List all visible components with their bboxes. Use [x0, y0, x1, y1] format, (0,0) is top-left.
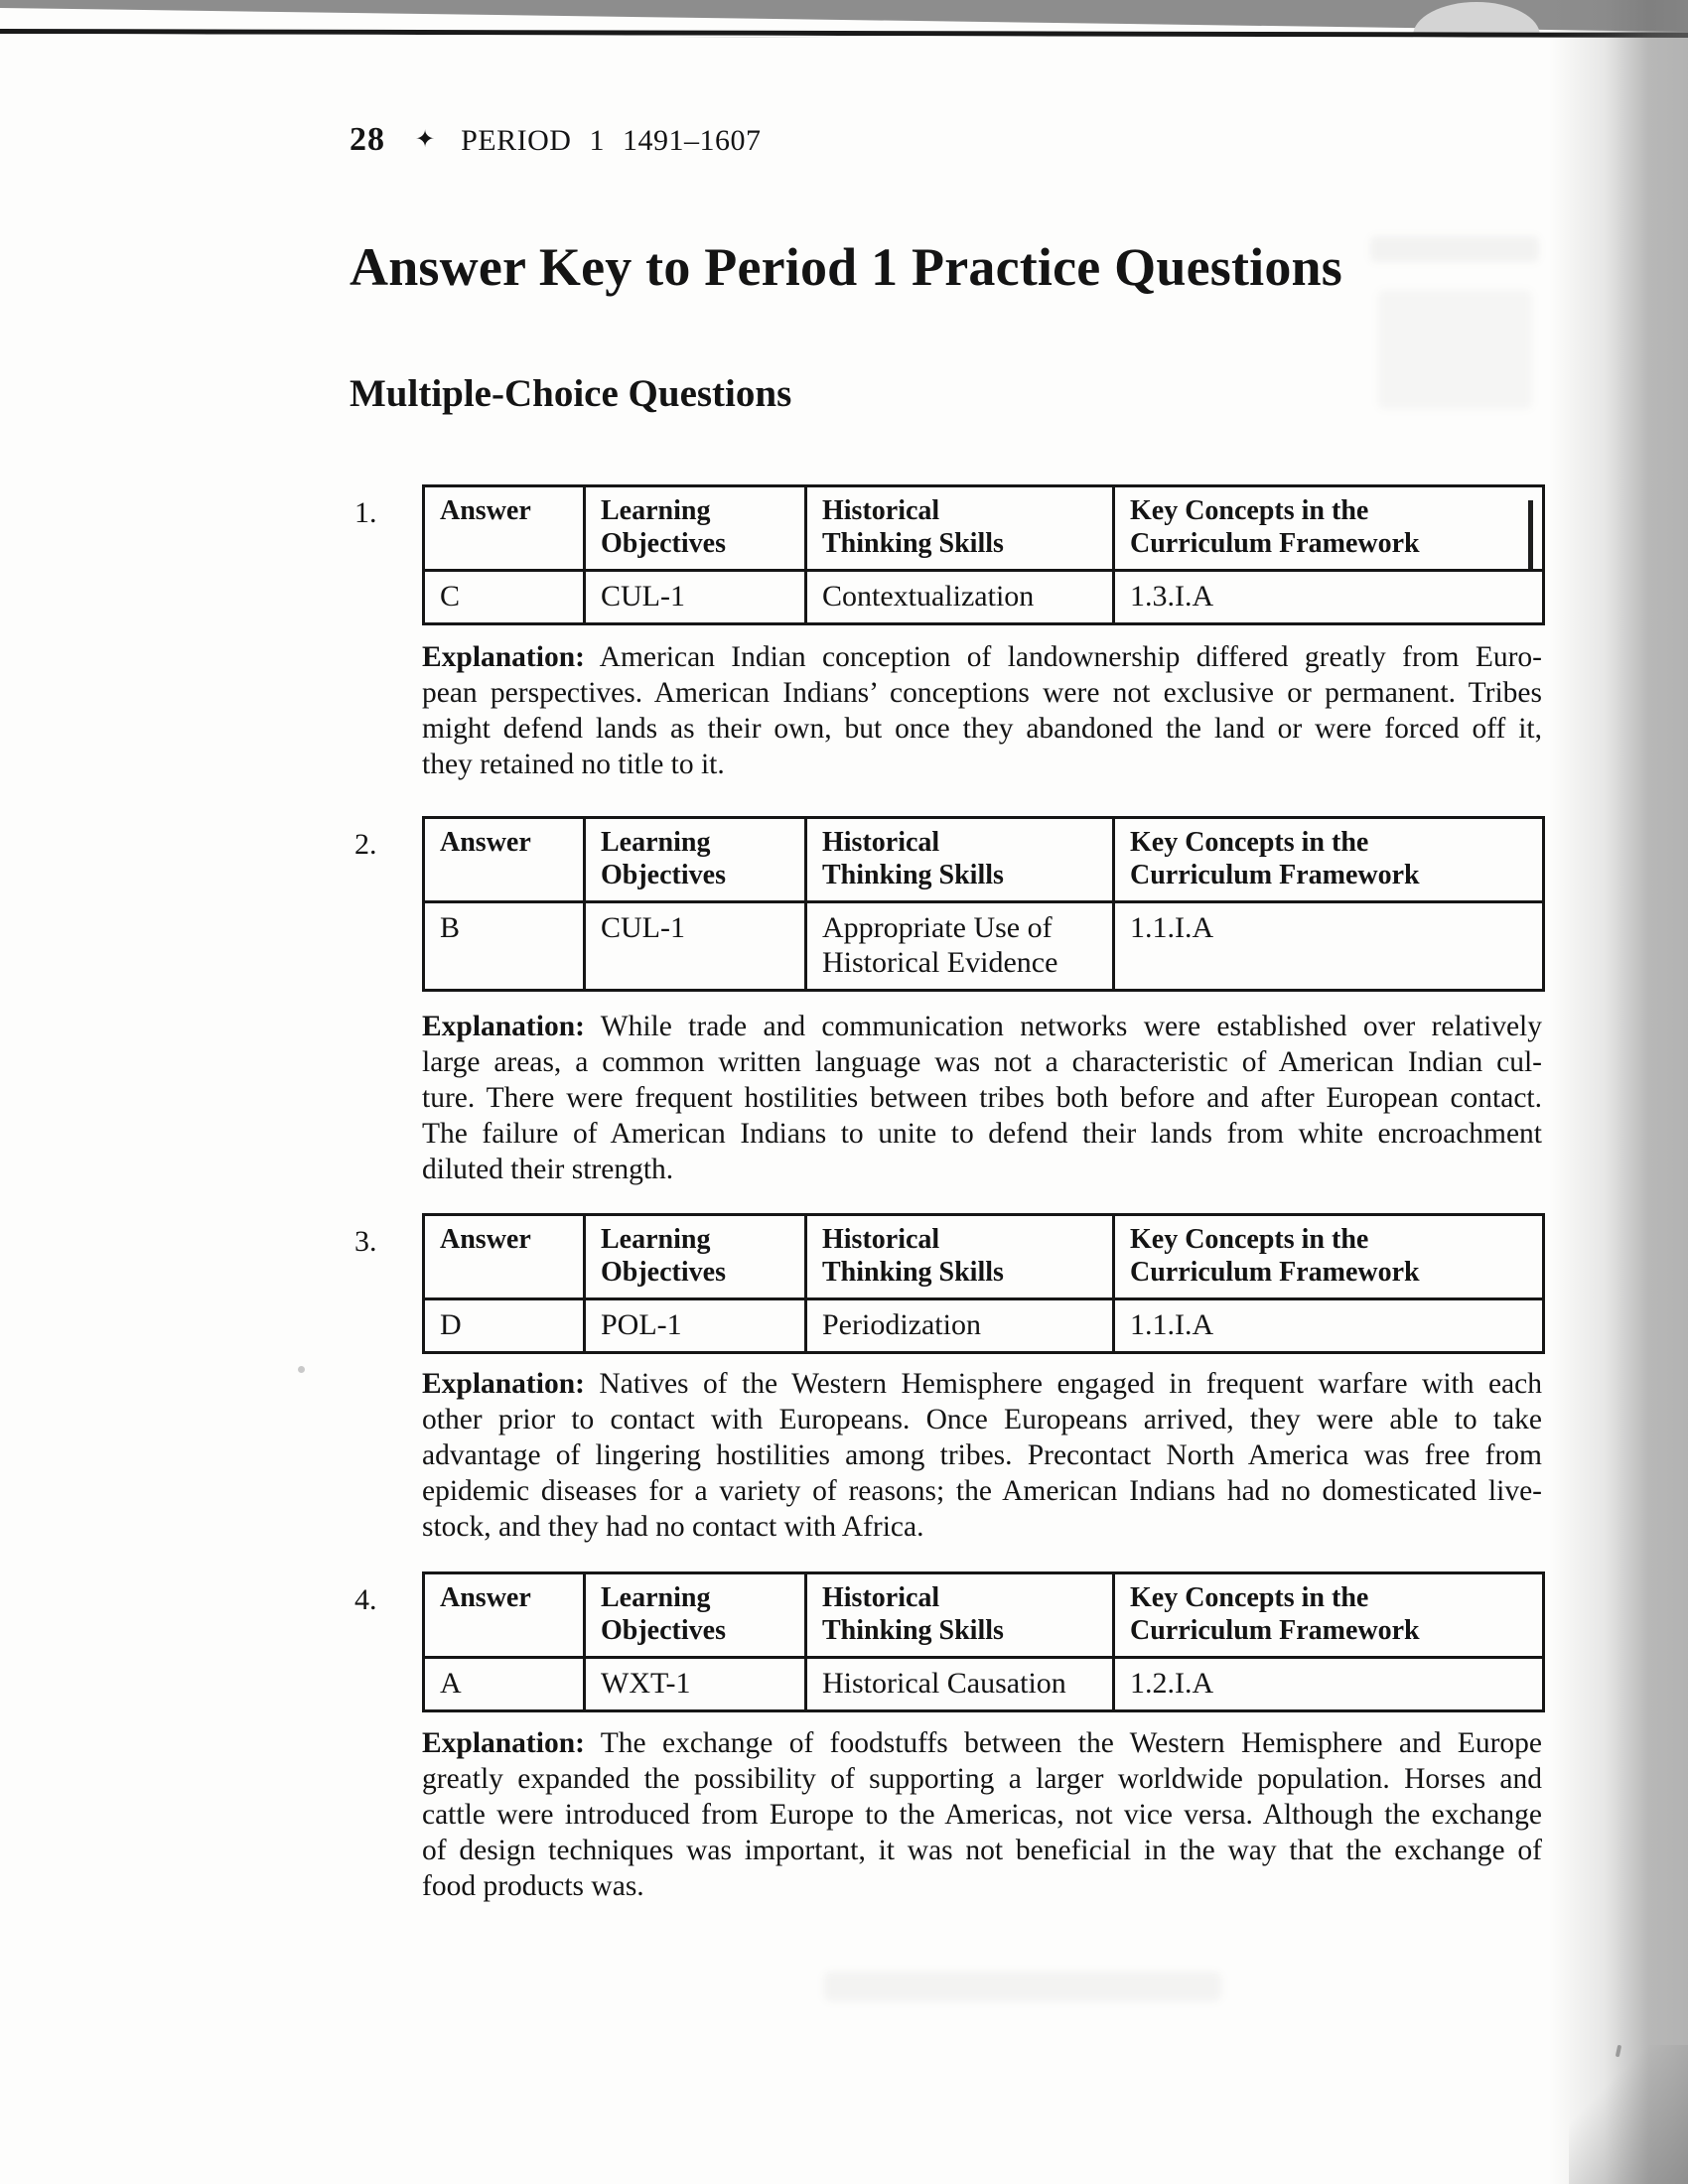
explanation-line: The failure of American Indians to unite to defend their lands from white encroachment — [422, 1118, 1542, 1150]
question-2-answer-block — [354, 816, 1542, 992]
table-header-row — [424, 1573, 1544, 1658]
learning-objectives-column-header: Learning Objectives — [585, 1573, 806, 1658]
answer-column-header: Answer — [424, 818, 585, 902]
table-data-row — [424, 571, 1544, 624]
explanation-label: Explanation: — [422, 1368, 585, 1400]
learning-objectives-column-header: Learning Objectives — [585, 1215, 806, 1299]
answer-key-table — [422, 1571, 1545, 1712]
key-concept-cell: 1.1.I.A — [1114, 902, 1544, 991]
explanation-line: Explanation: American Indian conception of landownership differed greatly from Euro- — [422, 641, 1542, 673]
explanation-line: of design techniques was important, it was not beneficial in the way that the exchange of — [422, 1835, 1542, 1866]
explanation-line: might defend lands as their own, but once they abandoned the land or were forced off it, — [422, 713, 1542, 745]
running-head — [350, 121, 761, 159]
thinking-skills-column-header: Historical Thinking Skills — [806, 1573, 1114, 1658]
explanation-line: food products was. — [422, 1870, 644, 1902]
page-title: Answer Key to Period 1 Practice Questions — [350, 237, 1343, 297]
learning-objective-cell: WXT-1 — [585, 1658, 806, 1711]
explanation-line: stock, and they had no contact with Africa. — [422, 1511, 924, 1543]
scan-top-edge-artifact — [0, 0, 1688, 69]
scan-right-shadow — [1549, 0, 1688, 2184]
question-number: 3. — [354, 1225, 377, 1258]
running-head-title: PERIOD 1 1491–1607 — [461, 124, 762, 157]
explanation-line: Explanation: Natives of the Western Hemisphere engaged in frequent warfare with each — [422, 1368, 1542, 1400]
explanation-line: Explanation: While trade and communication networks were established over relatively — [422, 1011, 1542, 1042]
question-3-answer-block — [354, 1213, 1542, 1354]
thinking-skill-cell: Contextualization — [806, 571, 1114, 624]
scan-dot-artifact — [298, 1366, 305, 1373]
explanation-line: epidemic diseases for a variety of reasons; the American Indians had no domesticated live- — [422, 1475, 1542, 1507]
table-header-row — [424, 486, 1544, 571]
key-concept-cell: 1.1.I.A — [1114, 1299, 1544, 1353]
explanation-line: advantage of lingering hostilities among tribes. Precontact North America was free from — [422, 1439, 1542, 1471]
explanation-label: Explanation: — [422, 1011, 585, 1042]
explanation-paragraph — [422, 639, 1542, 782]
key-concepts-column-header: Key Concepts in the Curriculum Framework — [1114, 818, 1544, 902]
key-concepts-column-header: Key Concepts in the Curriculum Framework — [1114, 1573, 1544, 1658]
question-number: 2. — [354, 828, 377, 861]
learning-objective-cell: CUL-1 — [585, 902, 806, 991]
diamond-icon: ✦ — [415, 127, 436, 153]
question-number: 1. — [354, 496, 377, 529]
explanation-paragraph — [422, 1725, 1542, 1904]
explanation-line: ture. There were frequent hostilities between tribes both before and after European contact. — [422, 1082, 1542, 1114]
answer-cell: C — [424, 571, 585, 624]
answer-cell: B — [424, 902, 585, 991]
answer-column-header: Answer — [424, 1215, 585, 1299]
answer-column-header: Answer — [424, 486, 585, 571]
answer-cell: D — [424, 1299, 585, 1353]
ink-bleedthrough-smudge — [1378, 290, 1532, 409]
thinking-skills-column-header: Historical Thinking Skills — [806, 1215, 1114, 1299]
question-number: 4. — [354, 1583, 377, 1616]
explanation-line: other prior to contact with Europeans. Once Europeans arrived, they were able to take — [422, 1404, 1542, 1435]
answer-key-table — [422, 1213, 1545, 1354]
page-number: 28 — [350, 121, 385, 158]
answer-key-table — [422, 484, 1545, 625]
explanation-paragraph — [422, 1366, 1542, 1545]
explanation-line: cattle were introduced from Europe to the Americas, not vice versa. Although the exchange — [422, 1799, 1542, 1831]
learning-objectives-column-header: Learning Objectives — [585, 818, 806, 902]
key-concept-cell: 1.3.I.A — [1114, 571, 1544, 624]
table-header-row — [424, 818, 1544, 902]
table-data-row — [424, 902, 1544, 991]
learning-objective-cell: POL-1 — [585, 1299, 806, 1353]
explanation-line: pean perspectives. American Indians’ conceptions were not exclusive or permanent. Tribes — [422, 677, 1542, 709]
explanation-line: Explanation: The exchange of foodstuffs between the Western Hemisphere and Europe — [422, 1727, 1542, 1759]
page-curl-graphic — [0, 0, 1688, 69]
table-data-row — [424, 1658, 1544, 1711]
ink-bleedthrough-smudge — [824, 1972, 1221, 2001]
learning-objectives-column-header: Learning Objectives — [585, 486, 806, 571]
thinking-skill-cell: Historical Causation — [806, 1658, 1114, 1711]
answer-cell: A — [424, 1658, 585, 1711]
explanation-label: Explanation: — [422, 1727, 585, 1759]
table-data-row — [424, 1299, 1544, 1353]
answer-column-header: Answer — [424, 1573, 585, 1658]
thinking-skill-cell: Appropriate Use of Historical Evidence — [806, 902, 1114, 991]
explanation-label: Explanation: — [422, 641, 585, 673]
table-header-row — [424, 1215, 1544, 1299]
thinking-skill-cell: Periodization — [806, 1299, 1114, 1353]
answer-key-table — [422, 816, 1545, 992]
explanation-line: greatly expanded the possibility of supporting a larger worldwide population. Horses and — [422, 1763, 1542, 1795]
section-heading: Multiple-Choice Questions — [350, 372, 792, 415]
key-concepts-column-header: Key Concepts in the Curriculum Framework — [1114, 486, 1544, 571]
scan-corner-shadow — [1569, 2045, 1688, 2184]
explanation-line: large areas, a common written language was not a characteristic of American Indian cul- — [422, 1046, 1542, 1078]
explanation-paragraph — [422, 1009, 1542, 1187]
key-concept-cell: 1.2.I.A — [1114, 1658, 1544, 1711]
key-concepts-column-header: Key Concepts in the Curriculum Framework — [1114, 1215, 1544, 1299]
learning-objective-cell: CUL-1 — [585, 571, 806, 624]
thinking-skills-column-header: Historical Thinking Skills — [806, 818, 1114, 902]
question-1-answer-block — [354, 484, 1542, 625]
explanation-line: they retained no title to it. — [422, 749, 725, 780]
ink-bleedthrough-smudge — [1370, 236, 1539, 262]
thinking-skills-column-header: Historical Thinking Skills — [806, 486, 1114, 571]
explanation-line: diluted their strength. — [422, 1154, 674, 1185]
question-4-answer-block — [354, 1571, 1542, 1712]
